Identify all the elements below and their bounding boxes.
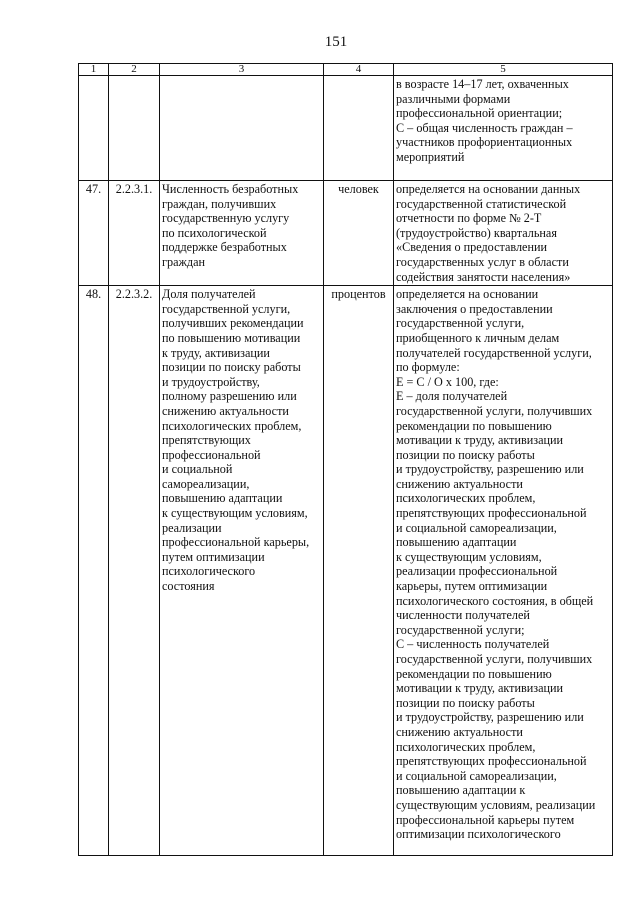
cell-text-line: и трудоустройству,: [162, 374, 260, 389]
cell-text-line: в возрасте 14–17 лет, охваченных: [396, 77, 569, 91]
cell-text-line: снижению актуальности: [396, 724, 523, 739]
cell-text-line: повышению адаптации к: [396, 783, 526, 798]
cell-text-line: граждан: [162, 254, 206, 269]
cell-text-line: и социальной самореализации,: [396, 520, 557, 535]
cell-text-line: Е = С / О х 100, где:: [396, 374, 499, 389]
cell-text-line: С – общая численность граждан –: [396, 120, 573, 135]
cell-text-line: мотивации к труду, активизации: [396, 433, 564, 448]
cell-text-line: различными формами: [396, 91, 511, 106]
cell-text-line: государственную услугу: [162, 211, 290, 226]
page-number: 151: [324, 34, 348, 50]
cell-text-line: государственной услуги,: [162, 301, 291, 316]
cell-text-line: к существующим условиям,: [396, 549, 542, 564]
row-code-cell: [109, 76, 160, 181]
table-header-row: [79, 64, 613, 76]
cell-text-line: определяется на основании данных: [396, 182, 581, 196]
cell-text-line: путем оптимизации: [162, 549, 265, 564]
cell-text-line: получивших рекомендации: [162, 316, 304, 331]
cell-text-line: по повышению мотивации: [162, 330, 301, 345]
column-header-3: 3: [160, 64, 324, 76]
row-number-cell: 48.: [79, 286, 109, 856]
cell-text-line: государственной услуги,: [396, 316, 525, 331]
row-unit-cell: процентов: [324, 286, 394, 856]
cell-text-line: оптимизации психологического: [396, 827, 561, 842]
row-number-cell: [79, 76, 109, 181]
cell-text-line: мотивации к труду, активизации: [396, 681, 564, 696]
row-name-cell: [160, 76, 324, 181]
cell-text-line: существующим условиям, реализации: [396, 797, 596, 812]
cell-text-line: приобщенного к личным делам: [396, 330, 560, 345]
row-code-cell: 2.2.3.2.: [109, 286, 160, 856]
cell-text-line: профессиональной карьеры путем: [396, 812, 575, 827]
cell-text-line: реализации профессиональной: [396, 564, 558, 579]
cell-text-line: государственной статистической: [396, 196, 567, 211]
cell-text-line: по психологической: [162, 225, 267, 240]
cell-text-line: состояния: [162, 579, 215, 594]
cell-text-line: психологического: [162, 564, 256, 579]
row-unit-cell: [324, 76, 394, 181]
cell-text-line: рекомендации по повышению: [396, 666, 552, 681]
cell-text-line: и социальной самореализации,: [396, 768, 557, 783]
row-code-cell: 2.2.3.1.: [109, 181, 160, 286]
cell-text-line: препятствующих профессиональной: [396, 754, 587, 769]
row-number-cell: 47.: [79, 181, 109, 286]
cell-text-line: участников профориентационных: [396, 135, 573, 150]
row-name-cell: [160, 181, 324, 286]
cell-text-line: профессиональной ориентации;: [396, 106, 563, 121]
cell-text-line: снижению актуальности: [162, 403, 289, 418]
table-row-47: [79, 181, 613, 286]
cell-text-line: реализации: [162, 520, 222, 535]
cell-text-line: профессиональной: [162, 447, 261, 462]
cell-text-line: повышению адаптации: [162, 491, 283, 506]
cell-text-line: мероприятий: [396, 149, 465, 164]
cell-text-line: полному разрешению или: [162, 389, 297, 404]
cell-text-line: по формуле:: [396, 360, 460, 375]
cell-text-line: психологических проблем,: [396, 491, 536, 506]
cell-text-line: численности получателей: [396, 608, 530, 623]
cell-text-line: карьеры, путем оптимизации: [396, 579, 548, 594]
column-header-5: 5: [394, 64, 613, 76]
row-description-cell: [394, 286, 613, 856]
cell-text-line: Е – доля получателей: [396, 389, 508, 404]
column-header-2: 2: [109, 64, 160, 76]
cell-text-line: снижению актуальности: [396, 476, 523, 491]
cell-text-line: и трудоустройству, разрешению или: [396, 462, 584, 477]
cell-text-line: препятствующих профессиональной: [396, 506, 587, 521]
cell-text-line: профессиональной карьеры,: [162, 535, 310, 550]
column-header-4: 4: [324, 64, 394, 76]
cell-text-line: психологического состояния, в общей: [396, 593, 594, 608]
row-name-cell: [160, 286, 324, 856]
cell-text-line: определяется на основании: [396, 287, 539, 302]
cell-text-line: к существующим условиям,: [162, 506, 308, 521]
cell-text-line: препятствующих: [162, 433, 251, 448]
cell-text-line: поддержке безработных: [162, 240, 287, 255]
cell-text-line: психологических проблем,: [396, 739, 536, 754]
cell-text-line: позиции по поиску работы: [396, 695, 535, 710]
cell-text-line: позиции по поиску работы: [396, 447, 535, 462]
cell-text-line: государственной услуги, получивших: [396, 403, 593, 418]
cell-text-line: С – численность получателей: [396, 637, 550, 652]
cell-text-line: повышению адаптации: [396, 535, 517, 550]
cell-text-line: и трудоустройству, разрешению или: [396, 710, 584, 725]
table-row-continuation: [79, 76, 613, 181]
cell-text-line: содействия занятости населения»: [396, 269, 571, 284]
table-row-48: [79, 286, 613, 856]
cell-text-line: государственных услуг в области: [396, 254, 569, 269]
cell-text-line: заключения о предоставлении: [396, 301, 553, 316]
cell-text-line: получателей государственной услуги,: [396, 345, 592, 360]
cell-text-line: отчетности по форме № 2-Т: [396, 211, 542, 226]
cell-text-line: государственной услуги;: [396, 622, 525, 637]
cell-text-line: рекомендации по повышению: [396, 418, 552, 433]
row-description-cell: [394, 181, 613, 286]
indicator-table: [78, 63, 613, 856]
cell-text-line: к труду, активизации: [162, 345, 270, 360]
row-description-cell: [394, 76, 613, 181]
cell-text-line: и социальной: [162, 462, 233, 477]
cell-text-line: позиции по поиску работы: [162, 360, 301, 375]
cell-text-line: самореализации,: [162, 476, 250, 491]
cell-text-line: (трудоустройство) квартальная: [396, 225, 557, 240]
cell-text-line: «Сведения о предоставлении: [396, 240, 548, 255]
column-header-1: 1: [79, 64, 109, 76]
cell-text-line: государственной услуги, получивших: [396, 652, 593, 666]
cell-text-line: Численность безработных: [162, 182, 299, 196]
cell-text-line: граждан, получивших: [162, 196, 277, 211]
cell-text-line: Доля получателей: [162, 287, 256, 302]
cell-text-line: психологических проблем,: [162, 418, 302, 433]
row-unit-cell: человек: [324, 181, 394, 286]
